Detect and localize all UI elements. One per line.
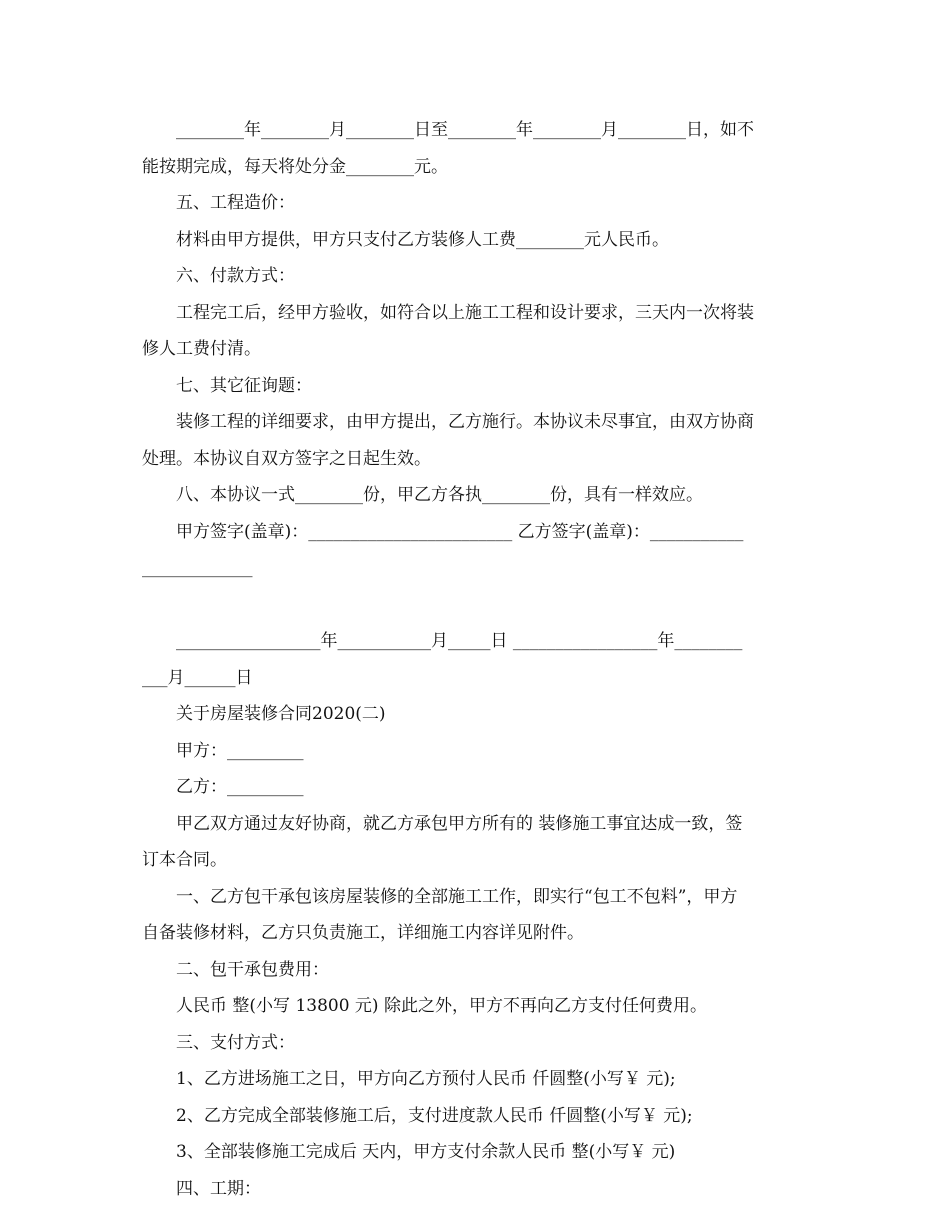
text-line: 甲乙双方通过友好协商，就乙方承包甲方所有的 装修施工事宜达成一致，签 — [176, 813, 743, 834]
section-heading: 七、其它征询题： — [176, 375, 312, 396]
text-line: 一、乙方包干承包该房屋装修的全部施工工作，即实行“包工不包料”，甲方 — [176, 886, 738, 907]
text-line: 八、本协议一式________份，甲乙方各执________份，具有一样效应。 — [176, 485, 703, 505]
text-line: 材料由甲方提供，甲方只支付乙方装修人工费________元人民币。 — [176, 229, 669, 250]
contract-title: 关于房屋装修合同2020(二) — [176, 704, 386, 724]
text-line: 装修工程的详细要求，由甲方提出，乙方施行。本协议未尽事宜，由双方协商 — [176, 412, 754, 432]
blank-line — [142, 587, 812, 624]
text-line: 人民币 整(小写 13800 元) 除此之外，甲方不再向乙方支付任何费用。 — [176, 996, 707, 1016]
payment-item: 3、全部装修施工完成后 天内，甲方支付余款人民币 整(小写￥ 元) — [176, 1142, 676, 1162]
text-line: 自备装修材料，乙方只负责施工，详细施工内容详见附件。 — [142, 923, 584, 943]
date-line: ___月______日 — [142, 667, 253, 688]
party-a-line: 甲方：_________ — [176, 740, 304, 761]
section-heading: 五、工程造价： — [176, 193, 295, 213]
section-heading: 四、工期： — [176, 1178, 261, 1199]
payment-item: 2、乙方完成全部装修施工后，支付进度款人民币 仟圆整(小写￥ 元); — [176, 1105, 693, 1126]
text-line: 处理。本协议自双方签字之日起生效。 — [142, 448, 431, 469]
section-heading: 二、包干承包费用： — [176, 959, 329, 980]
party-b-line: 乙方：_________ — [176, 777, 304, 797]
text-line: 工程完工后，经甲方验收，如符合以上施工工程和设计要求，三天内一次将装 — [176, 302, 754, 323]
section-heading: 三、支付方式： — [176, 1032, 295, 1053]
payment-item: 1、乙方进场施工之日，甲方向乙方预付人民币 仟圆整(小写￥ 元); — [176, 1069, 676, 1089]
signature-line: _____________ — [142, 558, 253, 578]
text-line: ________年________月________日至________年________月________日，如不 — [142, 120, 754, 140]
text-line: 能按期完成，每天将处分金________元。 — [142, 156, 448, 177]
signature-line: 甲方签字(盖章)：________________________ 乙方签字(盖章)：___________ — [176, 521, 744, 542]
date-line: _________________年___________月_____日 _________________年________ — [176, 631, 743, 651]
section-heading: 六、付款方式： — [176, 266, 295, 286]
text-line: 修人工费付清。 — [142, 339, 261, 359]
document-page — [142, 112, 812, 1207]
text-line: 订本合同。 — [142, 850, 227, 870]
